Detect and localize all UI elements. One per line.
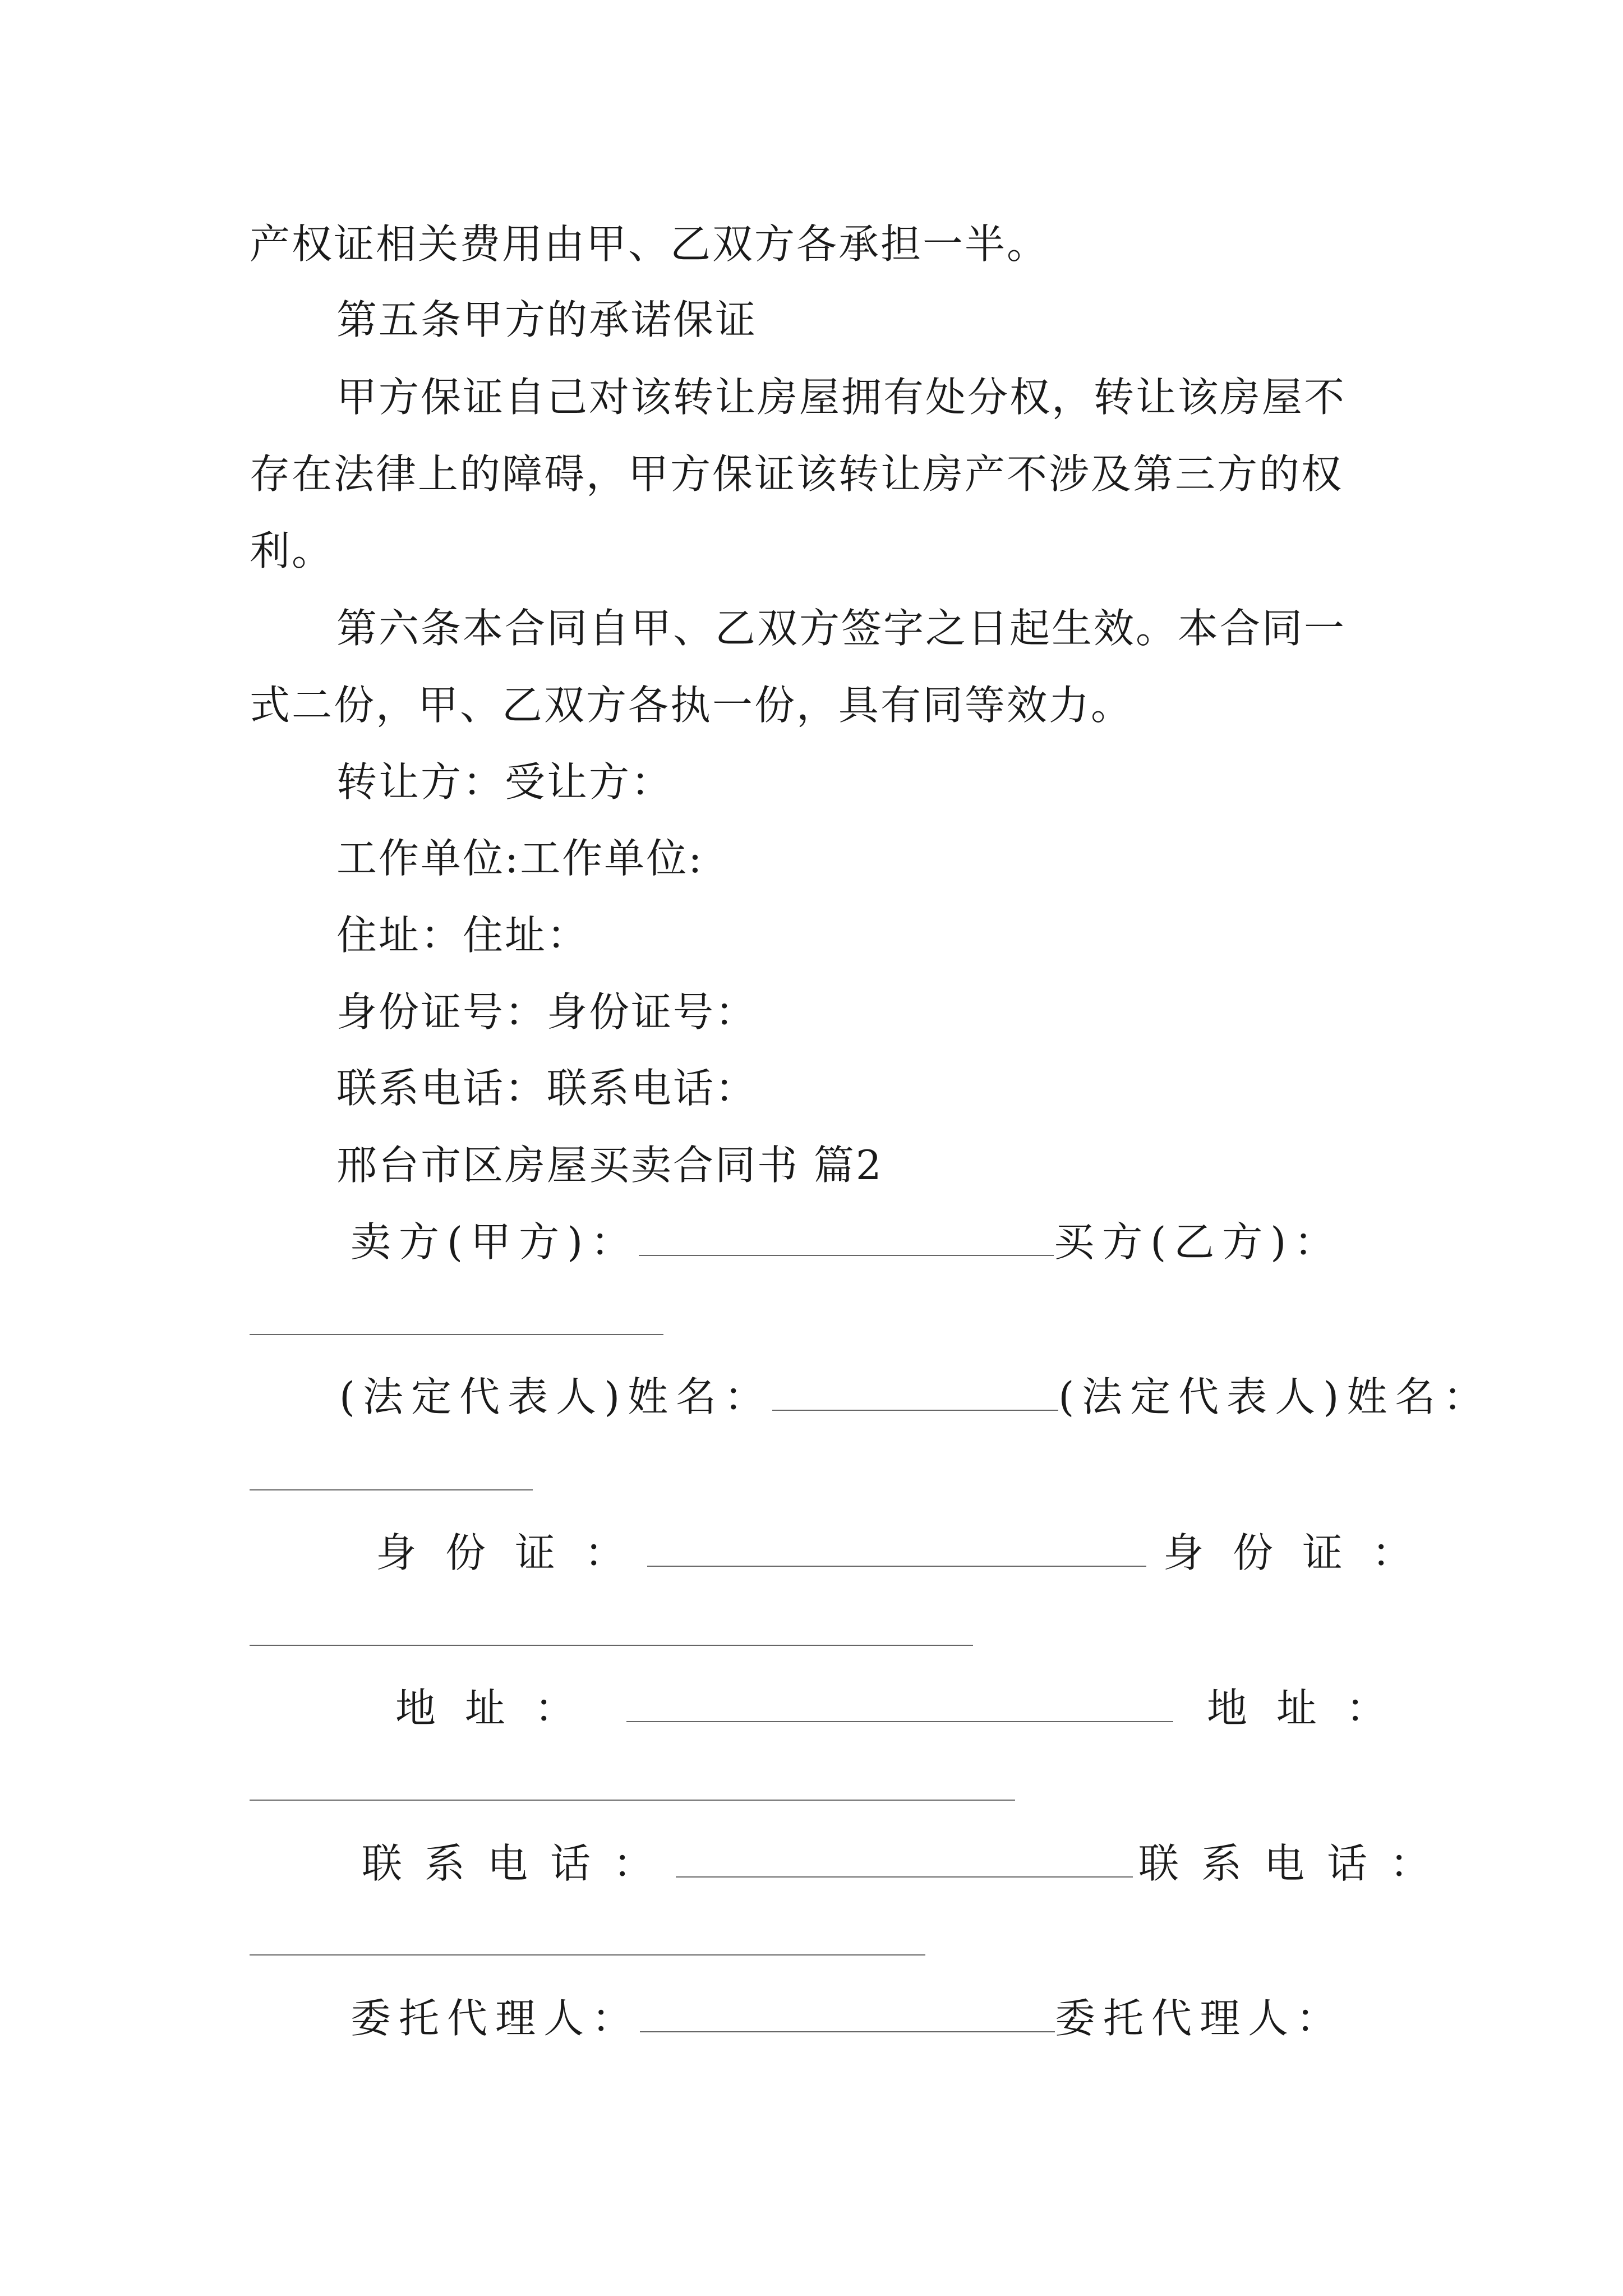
rep-blank-buyer[interactable] <box>250 1489 533 1490</box>
paragraph-line: 第六条本合同自甲、乙双方签字之日起生效。本合同一 <box>336 605 1347 652</box>
signature-address: 住址：住址： <box>336 912 589 959</box>
rep-blank-seller[interactable] <box>772 1375 1058 1411</box>
signature-id-number: 身份证号：身份证号： <box>336 988 758 1036</box>
seller-blank[interactable] <box>639 1220 1054 1256</box>
form-row-representative <box>339 1369 1491 1425</box>
signature-parties: 转让方：受让方： <box>336 758 674 806</box>
phone-label-buyer: 联系电话： <box>1138 1840 1453 1887</box>
address-label-buyer: 地址： <box>1207 1685 1416 1732</box>
article-heading: 第五条甲方的承诺保证 <box>336 296 758 343</box>
phone-label-seller: 联系电话： <box>362 1840 676 1887</box>
phone-blank-buyer[interactable] <box>250 1954 925 1955</box>
buyer-label: 买方(乙方)： <box>1054 1218 1343 1266</box>
seller-label: 卖方(甲方)： <box>351 1218 639 1266</box>
form-row-parties <box>351 1214 1342 1270</box>
signature-phone: 联系电话：联系电话： <box>336 1065 758 1112</box>
rep-label-buyer: (法定代表人)姓名： <box>1058 1373 1492 1420</box>
section-heading: 邢台市区房屋买卖合同书 篇2 <box>336 1142 883 1189</box>
paragraph-line: 利。 <box>250 527 334 574</box>
address-label-seller: 地址： <box>395 1685 605 1732</box>
form-row-agent <box>351 1990 1344 2046</box>
id-label-buyer: 身份证： <box>1163 1529 1442 1576</box>
agent-label-seller: 委托代理人： <box>351 1995 640 2042</box>
form-row-id <box>376 1525 1441 1581</box>
form-row-address <box>395 1680 1415 1736</box>
address-blank-seller[interactable] <box>626 1686 1173 1722</box>
paragraph-line: 式二份，甲、乙双方各执一份，具有同等效力。 <box>250 682 1133 729</box>
rep-label-seller: (法定代表人)姓名： <box>339 1373 773 1420</box>
paragraph-line: 甲方保证自己对该转让房屋拥有处分权，转让该房屋不 <box>336 374 1347 421</box>
paragraph-line: 存在法律上的障碍，甲方保证该转让房产不涉及第三方的权 <box>250 450 1344 498</box>
agent-label-buyer: 委托代理人： <box>1055 1995 1345 2042</box>
id-blank-seller[interactable] <box>647 1531 1146 1567</box>
phone-blank-seller[interactable] <box>676 1842 1133 1878</box>
id-label-seller: 身份证： <box>376 1529 654 1576</box>
signature-work-unit: 工作单位:工作单位: <box>336 835 704 882</box>
form-row-phone <box>362 1835 1453 1892</box>
buyer-blank[interactable] <box>250 1334 663 1335</box>
address-blank-buyer[interactable] <box>250 1800 1015 1801</box>
id-blank-buyer[interactable] <box>250 1645 973 1646</box>
paragraph-line: 产权证相关费用由甲、乙双方各承担一半。 <box>250 220 1049 268</box>
agent-blank-seller[interactable] <box>640 1996 1055 2032</box>
